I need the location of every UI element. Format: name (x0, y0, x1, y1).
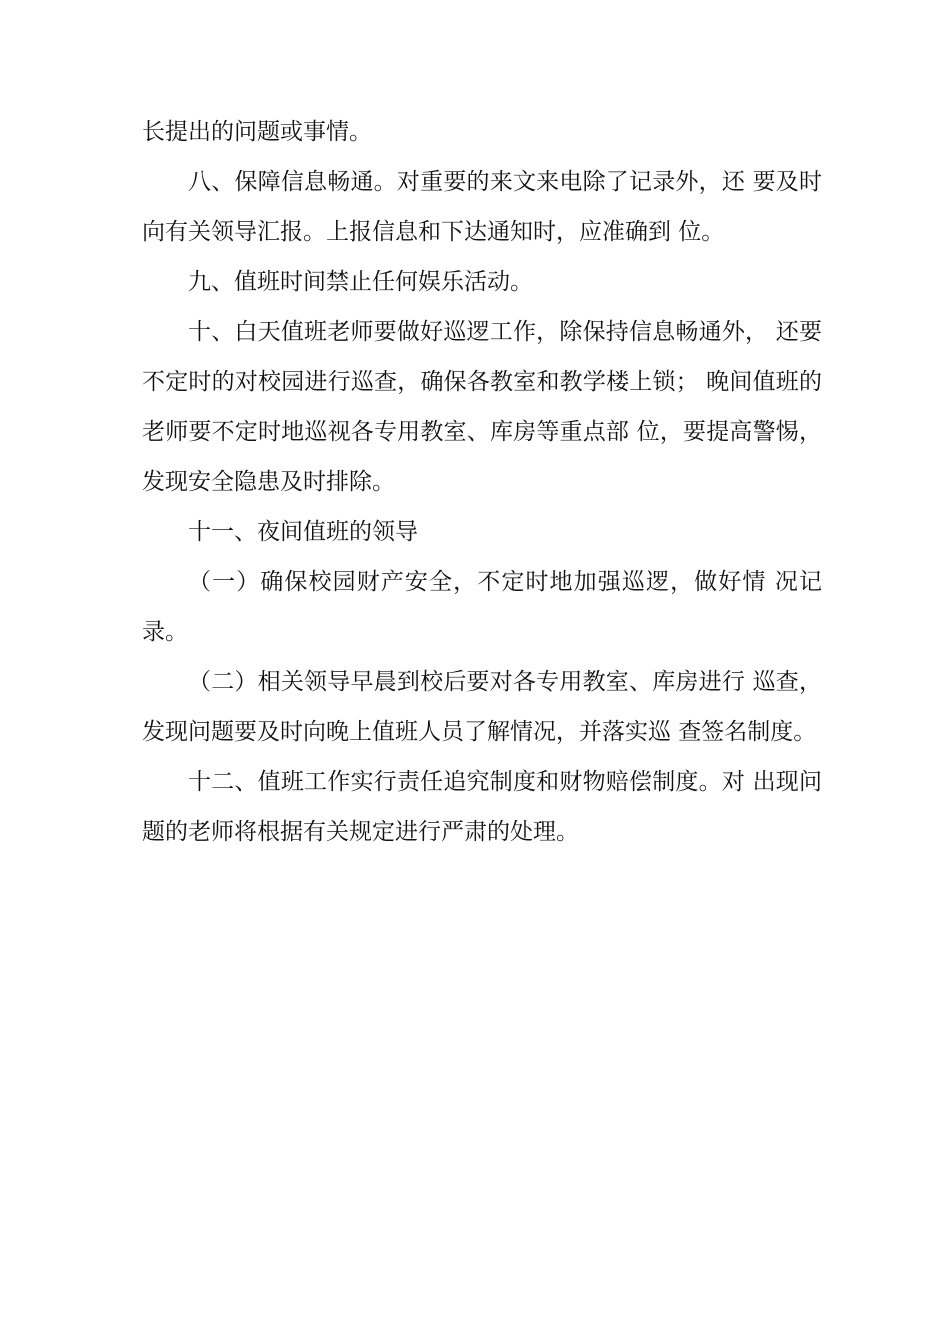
paragraph-item-11-sub-1: （一）确保校园财产安全，不定时地加强巡逻，做好情 况记录。 (142, 569, 822, 645)
paragraph-item-12: 十二、值班工作实行责任追究制度和财物赔偿制度。对 出现问题的老师将根据有关规定进行严肃的处理。 (142, 769, 822, 845)
paragraph-item-11-sub-2: （二）相关领导早晨到校后要对各专用教室、库房进行 巡查，发现问题要及时向晚上值班人员了解情况，并落实巡 查签名制度。 (142, 669, 822, 745)
paragraph-item-10: 十、白天值班老师要做好巡逻工作，除保持信息畅通外， 还要不定时的对校园进行巡查，确保各教室和教学楼上锁； 晚间值班的老师要不定时地巡视各专用教室、库房等重点部 位，要提高警惕，发现安全隐患及时排除。 (142, 319, 822, 495)
paragraph-item-11-heading: 十一、夜间值班的领导 (188, 519, 418, 545)
document-body (142, 107, 822, 857)
paragraph-item-9: 九、值班时间禁止任何娱乐活动。 (188, 269, 533, 295)
paragraph-continuation: 长提出的问题或事情。 (142, 119, 372, 145)
paragraph-item-8: 八、保障信息畅通。对重要的来文来电除了记录外，还 要及时向有关领导汇报。上报信息和下达通知时，应准确到 位。 (142, 169, 822, 245)
